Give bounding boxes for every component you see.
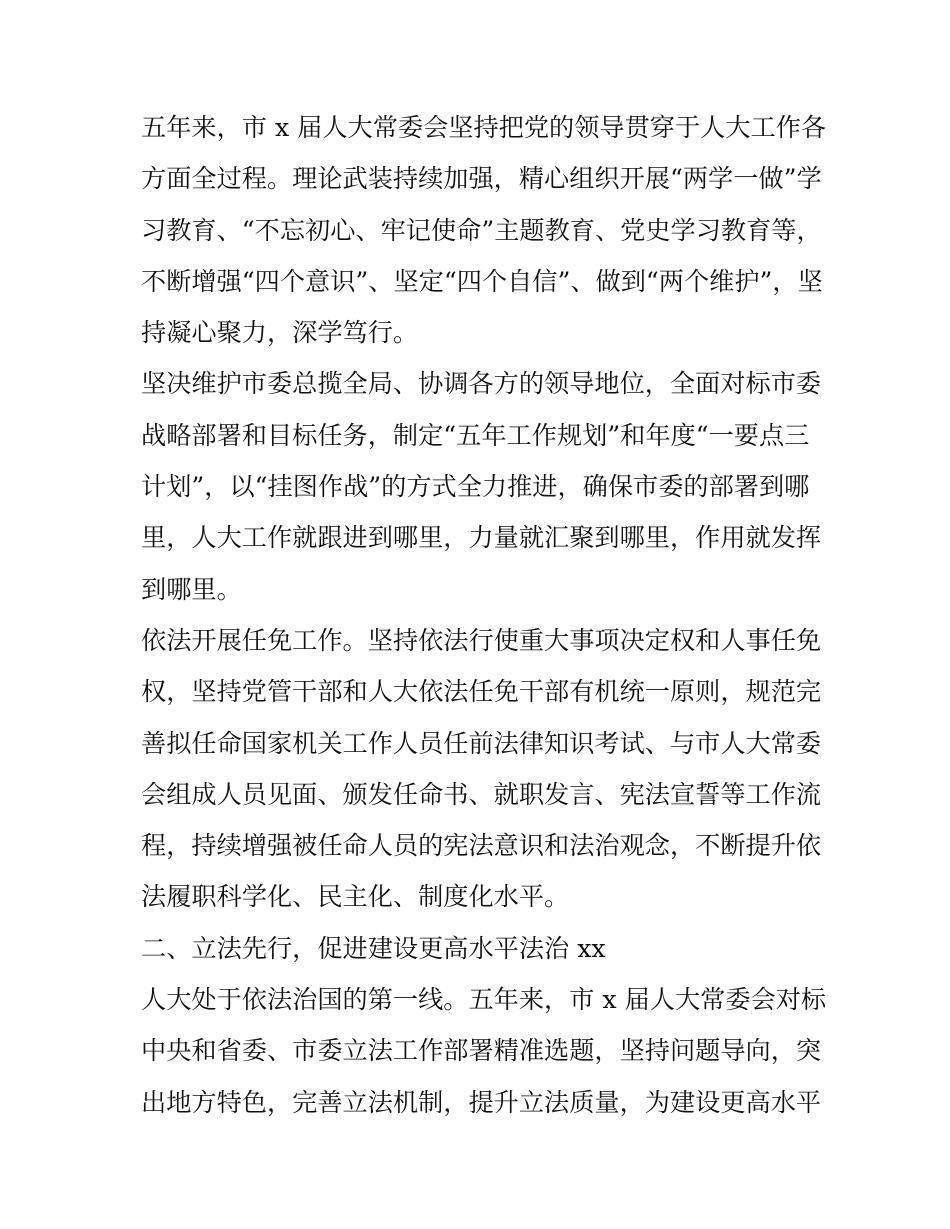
section-heading: 二、立法先行，促进建设更高水平法治 xx <box>141 933 606 963</box>
paragraph-3-line-6: 法履职科学化、民主化、制度化水平。 <box>141 882 570 912</box>
paragraph-1-line-4: 不断增强“四个意识”、坚定“四个自信”、做到“两个维护”，坚 <box>141 266 823 296</box>
paragraph-1-line-2: 方面全过程。理论武装持续加强，精心组织开展“两学一做”学 <box>141 164 822 194</box>
paragraph-2-line-5: 到哪里。 <box>141 574 242 604</box>
paragraph-1-line-1: 五年来，市 x 届人大常委会坚持把党的领导贯穿于人大工作各 <box>141 113 827 142</box>
paragraph-2-line-1: 坚决维护市委总揽全局、协调各方的领导地位，全面对标市委 <box>141 369 822 399</box>
paragraph-4-line-2: 中央和省委、市委立法工作部署精准选题，坚持问题导向，突 <box>141 1036 822 1066</box>
paragraph-3-line-1: 依法开展任免工作。坚持依法行使重大事项决定权和人事任免 <box>141 625 822 655</box>
paragraph-3-line-2: 权，坚持党管干部和人大依法任免干部有机统一原则，规范完 <box>141 677 822 707</box>
paragraph-3-line-3: 善拟任命国家机关工作人员任前法律知识考试、与市人大常委 <box>141 728 822 758</box>
paragraph-2-line-3: 计划”，以“挂图作战”的方式全力推进，确保市委的部署到哪 <box>141 472 810 502</box>
paragraph-4-line-1: 人大处于依法治国的第一线。五年来，市 x 届人大常委会对标 <box>141 985 827 1015</box>
paragraph-3-line-4: 会组成人员见面、颁发任命书、就职发言、宪法宣誓等工作流 <box>141 779 822 809</box>
paragraph-1-line-3: 习教育、“不忘初心、牢记使命”主题教育、党史学习教育等， <box>141 215 822 245</box>
paragraph-1-line-5: 持凝心聚力，深学笃行。 <box>141 318 419 348</box>
paragraph-4-line-3: 出地方特色，完善立法机制，提升立法质量，为建设更高水平 <box>141 1087 822 1117</box>
document-body <box>141 102 827 1128</box>
paragraph-2-line-2: 战略部署和目标任务，制定“五年工作规划”和年度“一要点三 <box>141 420 810 450</box>
paragraph-2-line-4: 里，人大工作就跟进到哪里，力量就汇聚到哪里，作用就发挥 <box>141 523 822 553</box>
paragraph-3-line-5: 程，持续增强被任命人员的宪法意识和法治观念，不断提升依 <box>141 831 822 861</box>
